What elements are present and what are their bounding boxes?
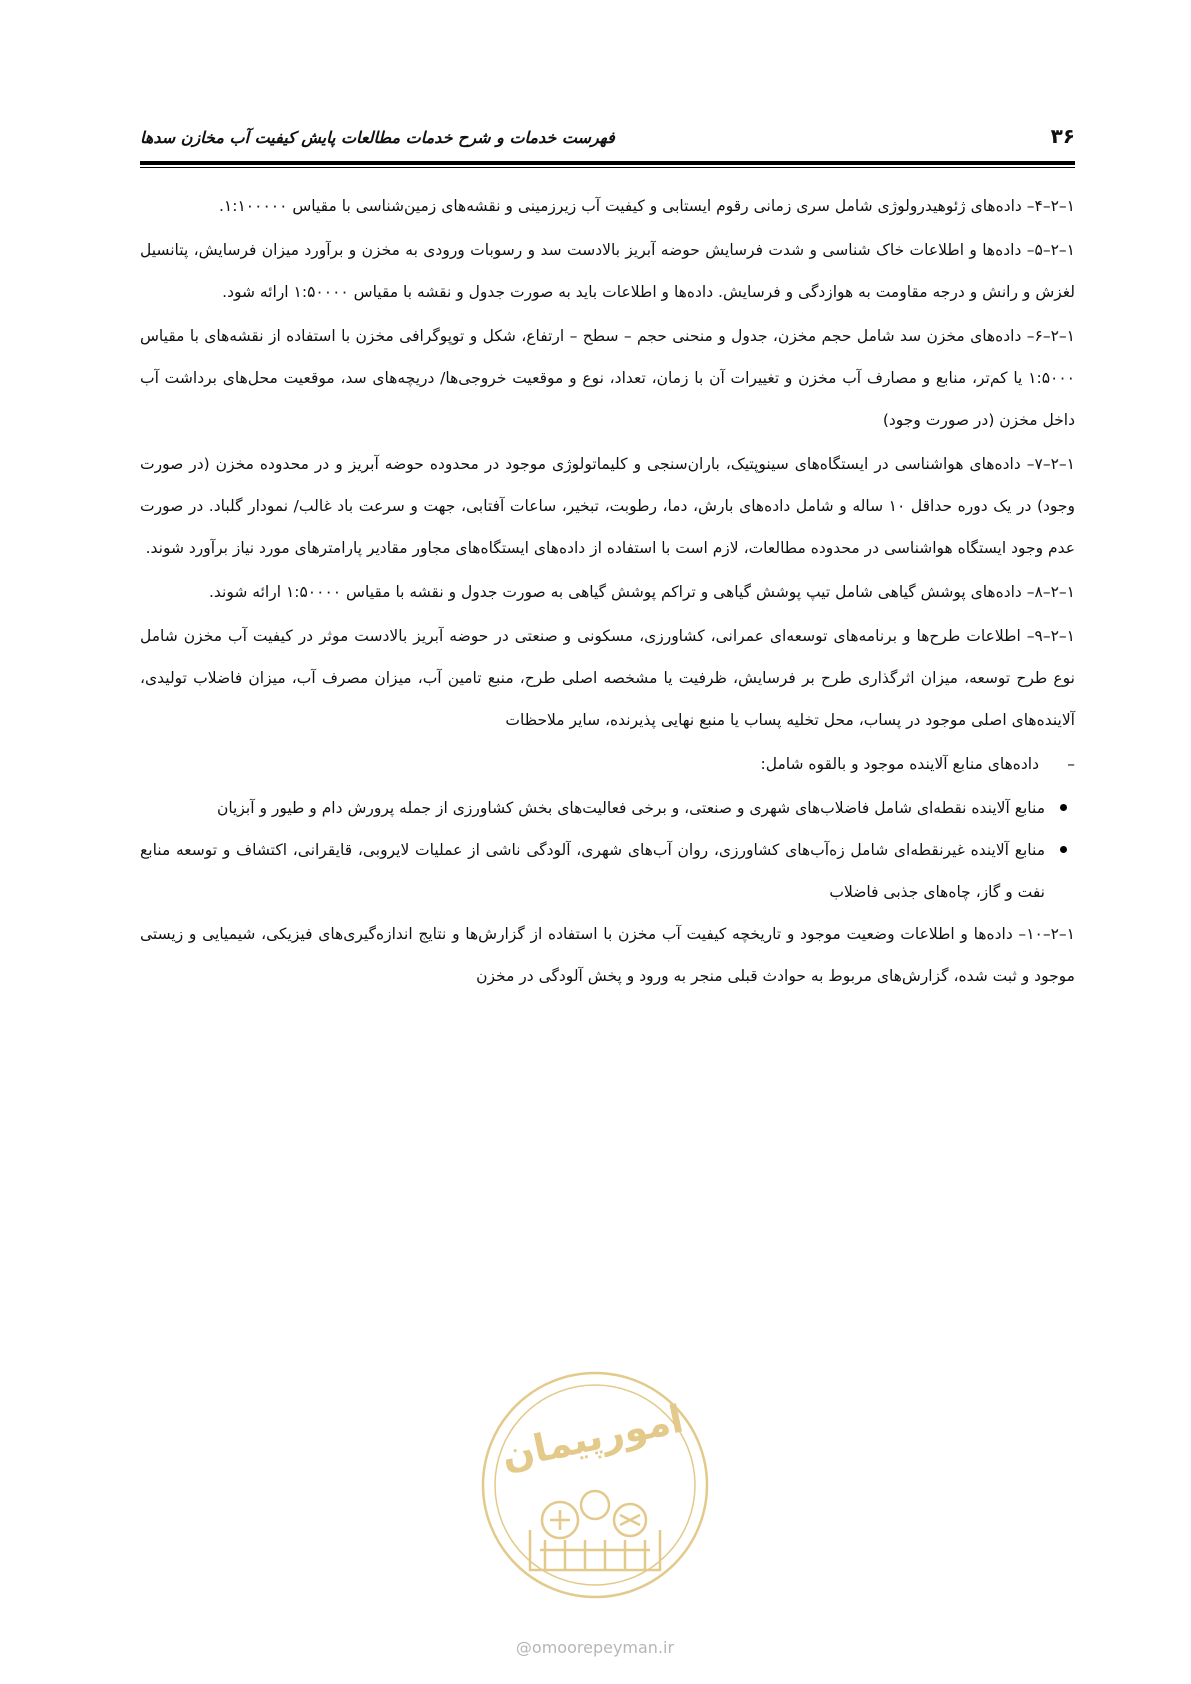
paragraph-1-2-9: ۱–۲–۹– اطلاعات طرح‌ها و برنامه‌های توسعه‌ای عمرانی، کشاورزی، مسکونی و صنعتی در حوضه آبریز بالادست موثر در کیفیت آب مخزن شامل نوع طرح توسعه، میزان اثرگذاری طرح بر فرسایش، ظرفیت یا مشخصه اصلی طرح، منبع تامین آب، میزان مصرف آب، میزان فاضلاب تولیدی، آلاینده‌های اصلی موجود در پساب، محل تخلیه پساب یا منبع نهایی پذیرنده، سایر ملاحظات (140, 627, 1075, 729)
list-item-text: منابع آلاینده نقطه‌ای شامل فاضلاب‌های شهری و صنعتی، و برخی فعالیت‌های بخش کشاورزی از جمله پرورش دام و طیور و آبزیان (216, 799, 1045, 817)
list-item (140, 787, 1075, 829)
paragraph-1-2-10: ۱–۲–۱۰– داده‌ها و اطلاعات وضعیت موجود و تاریخچه کیفیت آب مخزن با استفاده از گزارش‌ها و نتایج اندازه‌گیری‌های فیزیکی، شیمیایی و زیستی موجود و ثبت شده، گزارش‌های مربوط به حوادث قبلی منجر به ورود و پخش آلودگی در مخزن (140, 925, 1075, 985)
paragraph-1-2-5: ۱–۲–۵– داده‌ها و اطلاعات خاک شناسی و شدت فرسایش حوضه آبریز بالادست سد و رسوبات ورودی به مخزن و برآورد میزان فرسایش، پتانسیل لغزش و رانش و درجه مقاومت به هوازدگی و فرسایش. داده‌ها و اطلاعات باید به صورت جدول و نقشه با مقیاس ۱:۵۰۰۰۰ ارائه شود. (140, 241, 1075, 301)
dash-item-text: داده‌های منابع آلاینده موجود و بالقوه شامل: (760, 755, 1039, 773)
seal-icon (470, 1355, 720, 1605)
dash-list-item (140, 743, 1075, 785)
paragraph-1-2-8: ۱–۲–۸– داده‌های پوشش گیاهی شامل تیپ پوشش گیاهی و تراکم پوشش گیاهی به صورت جدول و نقشه با مقیاس ۱:۵۰۰۰۰ ارائه شوند. (208, 583, 1075, 601)
paragraph-1-2-4: ۱–۲–۴– داده‌های ژئوهیدرولوژی شامل سری زمانی رقوم ایستابی و کیفیت آب زیرزمینی و نقشه‌های زمین‌شناسی با مقیاس ۱:۱۰۰۰۰۰. (218, 197, 1075, 215)
page-header (140, 124, 1075, 154)
running-title: فهرست خدمات و شرح خدمات مطالعات پایش کیفیت آب مخازن سدها (140, 128, 615, 147)
bullet-list (140, 787, 1075, 913)
bullet-icon (1060, 846, 1067, 853)
bullet-icon (1060, 804, 1067, 811)
watermark-logo (470, 1355, 720, 1605)
dash-marker: – (1067, 755, 1075, 773)
header-rule-thick (140, 161, 1075, 165)
list-item (140, 829, 1075, 913)
page-number: ۳۶ (1050, 124, 1075, 148)
watermark-text: @omoorepeyman.ir (515, 1638, 675, 1657)
paragraph-1-2-6: ۱–۲–۶– داده‌های مخزن سد شامل حجم مخزن، جدول و منحنی حجم – سطح – ارتفاع، شکل و توپوگرافی مخزن با استفاده از نقشه‌های با مقیاس ۱:۵۰۰۰ یا کم‌تر، منابع و مصارف آب مخزن و تغییرات آن با زمان، تعداد، نوع و موقعیت خروجی‌ها/ دریچه‌های سد، موقعیت محل‌های برداشت آب داخل مخزن (در صورت وجود) (140, 327, 1075, 429)
document-body (140, 185, 1075, 999)
list-item-text: منابع آلاینده غیرنقطه‌ای شامل زه‌آب‌های کشاورزی، روان آب‌های شهری، آلودگی ناشی از عملیات لایروبی، قایقرانی، اکتشاف و توسعه منابع نفت و گاز، چاه‌های جذبی فاضلاب (140, 841, 1045, 901)
header-rule-thin (140, 167, 1075, 168)
paragraph-1-2-7: ۱–۲–۷– داده‌های هواشناسی در ایستگاه‌های سینوپتیک، باران‌سنجی و کلیماتولوژی موجود در محدوده حوضه آبریز و در محدوده مخزن (در صورت وجود) در یک دوره حداقل ۱۰ ساله و شامل داده‌های بارش، دما، رطوبت، تبخیر، ساعات آفتابی، جهت و سرعت باد غالب/ نمودار گلباد. در صورت عدم وجود ایستگاه هواشناسی در محدوده مطالعات، لازم است با استفاده از داده‌های ایستگاه‌های مجاور مقادیر پارامترهای مورد نیاز برآورد شوند. (140, 455, 1075, 557)
seal-logo-text: امورپیمان (497, 1396, 687, 1478)
